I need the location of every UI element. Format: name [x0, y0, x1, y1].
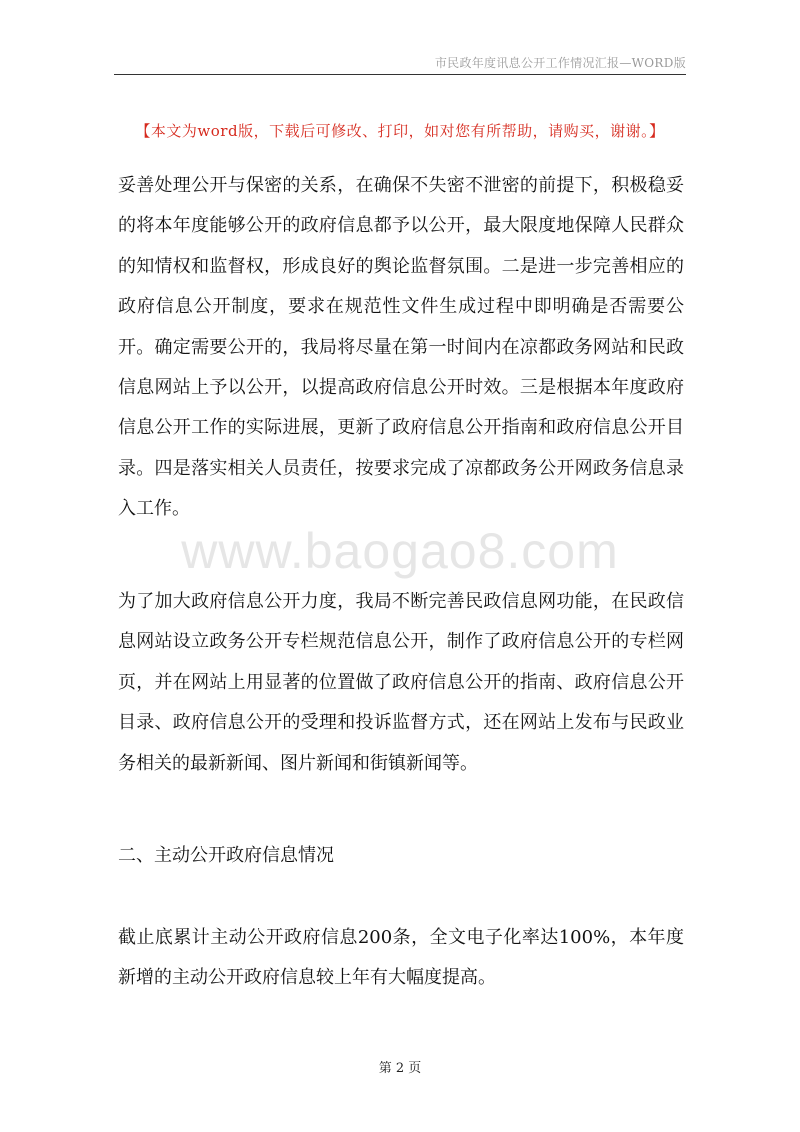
header-divider — [114, 74, 686, 75]
watermark: www.baogao8.com — [181, 523, 619, 579]
body-paragraph-2: 为了加大政府信息公开力度，我局不断完善民政信息网功能，在民政信息网站设立政务公开专栏规范信息公开，制作了政府信息公开的专栏网页，并在网站上用显著的位置做了政府信息公开的指南、政府信息公开目录、政府信息公开的受理和投诉监督方式，还在网站上发布与民政业务相关的最新新闻、图片新闻和街镇新闻等。 — [118, 591, 684, 774]
body-paragraph-3: 截止底累计主动公开政府信息200条，全文电子化率达100%，本年度新增的主动公开政府信息较上年有大幅度提高。 — [118, 927, 684, 989]
running-header: 市民政年度讯息公开工作情况汇报—WORD版 — [434, 56, 686, 70]
download-notice: 【本文为word版，下载后可修改、打印，如对您有所帮助，请购买，谢谢。】 — [135, 122, 665, 140]
body-paragraph-1: 妥善处理公开与保密的关系，在确保不失密不泄密的前提下，积极稳妥的将本年度能够公开的政府信息都予以公开，最大限度地保障人民群众的知情权和监督权，形成良好的舆论监督氛围。二是进一步完善相应的政府信息公开制度，要求在规范性文件生成过程中即明确是否需要公开。确定需要公开的，我局将尽量在第一时间内在凉都政务网站和民政信息网站上予以公开，以提高政府信息公开时效。三是根据本年度政府信息公开工作的实际进展，更新了政府信息公开指南和政府信息公开目录。四是落实相关人员责任，按要求完成了凉都政务公开网政务信息录入工作。 — [118, 175, 684, 520]
page-number: 第 2 页 — [378, 1061, 422, 1076]
section-heading: 二、主动公开政府信息情况 — [118, 845, 334, 866]
